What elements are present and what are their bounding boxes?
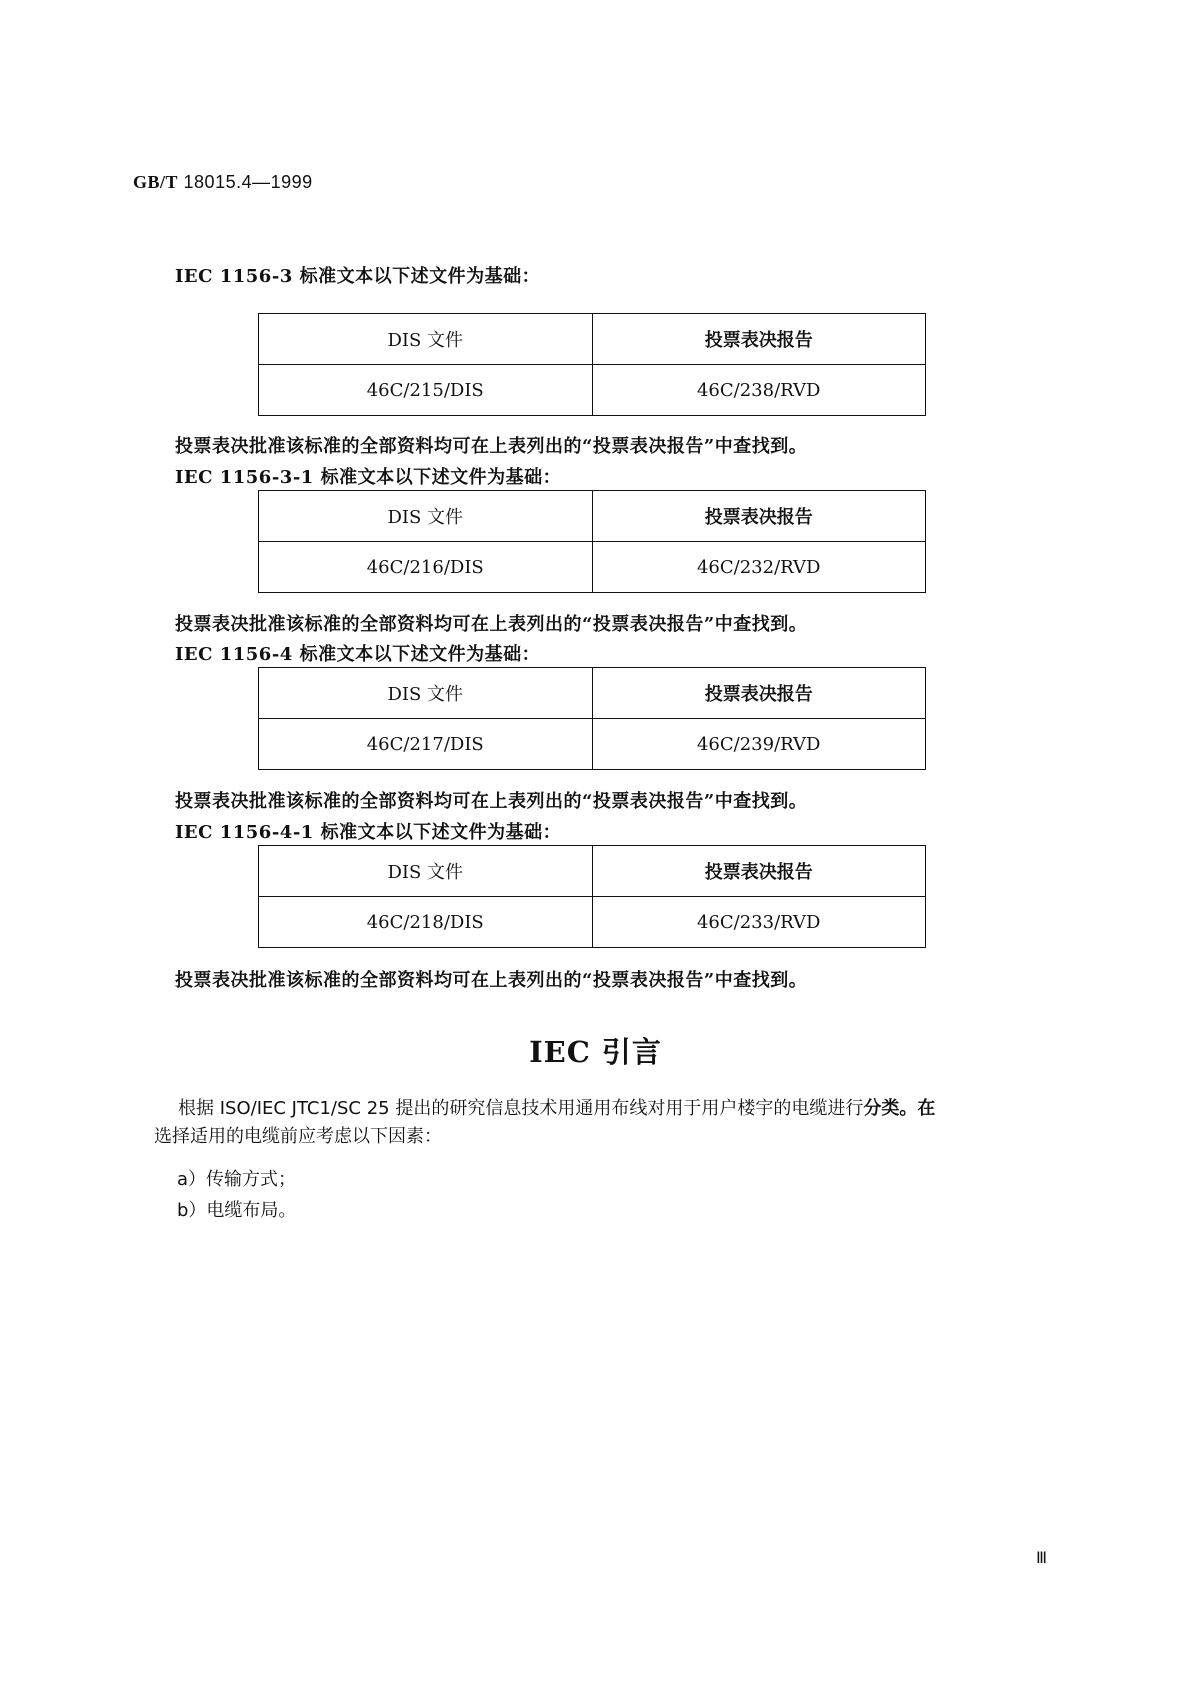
table-header-row <box>259 314 926 365</box>
col-dis-header: DIS 文件 <box>259 846 593 897</box>
rvd-cell: 46C/239/RVD <box>592 719 926 770</box>
col-rvd-header: 投票表决报告 <box>592 491 926 542</box>
block-4-table <box>258 845 926 948</box>
block-4-intro: IEC 1156-4-1 标准文本以下述文件为基础： <box>175 822 562 843</box>
block-2-intro: IEC 1156-3-1 标准文本以下述文件为基础： <box>175 467 562 488</box>
rvd-cell: 46C/233/RVD <box>592 897 926 948</box>
col-dis-header: DIS 文件 <box>259 491 593 542</box>
section-title: IEC 引言 <box>529 1035 662 1069</box>
table-header-row <box>259 668 926 719</box>
table-row <box>259 897 926 948</box>
dis-cell: 46C/215/DIS <box>259 365 593 416</box>
block-3-intro: IEC 1156-4 标准文本以下述文件为基础： <box>175 644 541 665</box>
intro-paragraph-line-2: 选择适用的电缆前应考虑以下因素： <box>154 1126 442 1147</box>
intro-paragraph-line-1 <box>154 1095 1066 1123</box>
block-3-table <box>258 667 926 770</box>
block-2-note: 投票表决批准该标准的全部资料均可在上表列出的“投票表决报告”中查找到。 <box>175 614 808 635</box>
col-dis-header: DIS 文件 <box>259 668 593 719</box>
col-dis-header: DIS 文件 <box>259 314 593 365</box>
standard-code-header <box>133 172 313 193</box>
intro-paragraph-bold: 分类。在 <box>863 1098 936 1119</box>
intro-paragraph-text: 根据 ISO/IEC JTC1/SC 25 提出的研究信息技术用通用布线对用于用户楼宇的电缆进行 <box>178 1098 864 1119</box>
list-item: b）电缆布局。 <box>177 1200 297 1221</box>
dis-cell: 46C/217/DIS <box>259 719 593 770</box>
intro-paragraph <box>154 1095 1066 1151</box>
col-rvd-header: 投票表决报告 <box>592 668 926 719</box>
page-number: Ⅲ <box>1036 1550 1048 1567</box>
block-1-table <box>258 313 926 416</box>
block-1-intro: IEC 1156-3 标准文本以下述文件为基础： <box>175 266 541 287</box>
standard-code-prefix: GB/T <box>133 172 179 192</box>
rvd-cell: 46C/238/RVD <box>592 365 926 416</box>
table-row <box>259 542 926 593</box>
standard-code-number: 18015.4—1999 <box>183 172 313 192</box>
block-2-table <box>258 490 926 593</box>
dis-cell: 46C/218/DIS <box>259 897 593 948</box>
table-header-row <box>259 846 926 897</box>
block-3-note: 投票表决批准该标准的全部资料均可在上表列出的“投票表决报告”中查找到。 <box>175 791 808 812</box>
list-item: a）传输方式； <box>177 1169 297 1190</box>
col-rvd-header: 投票表决报告 <box>592 846 926 897</box>
table-row <box>259 719 926 770</box>
col-rvd-header: 投票表决报告 <box>592 314 926 365</box>
block-4-note: 投票表决批准该标准的全部资料均可在上表列出的“投票表决报告”中查找到。 <box>175 970 808 991</box>
rvd-cell: 46C/232/RVD <box>592 542 926 593</box>
dis-cell: 46C/216/DIS <box>259 542 593 593</box>
table-row <box>259 365 926 416</box>
table-header-row <box>259 491 926 542</box>
block-1-note: 投票表决批准该标准的全部资料均可在上表列出的“投票表决报告”中查找到。 <box>175 436 808 457</box>
